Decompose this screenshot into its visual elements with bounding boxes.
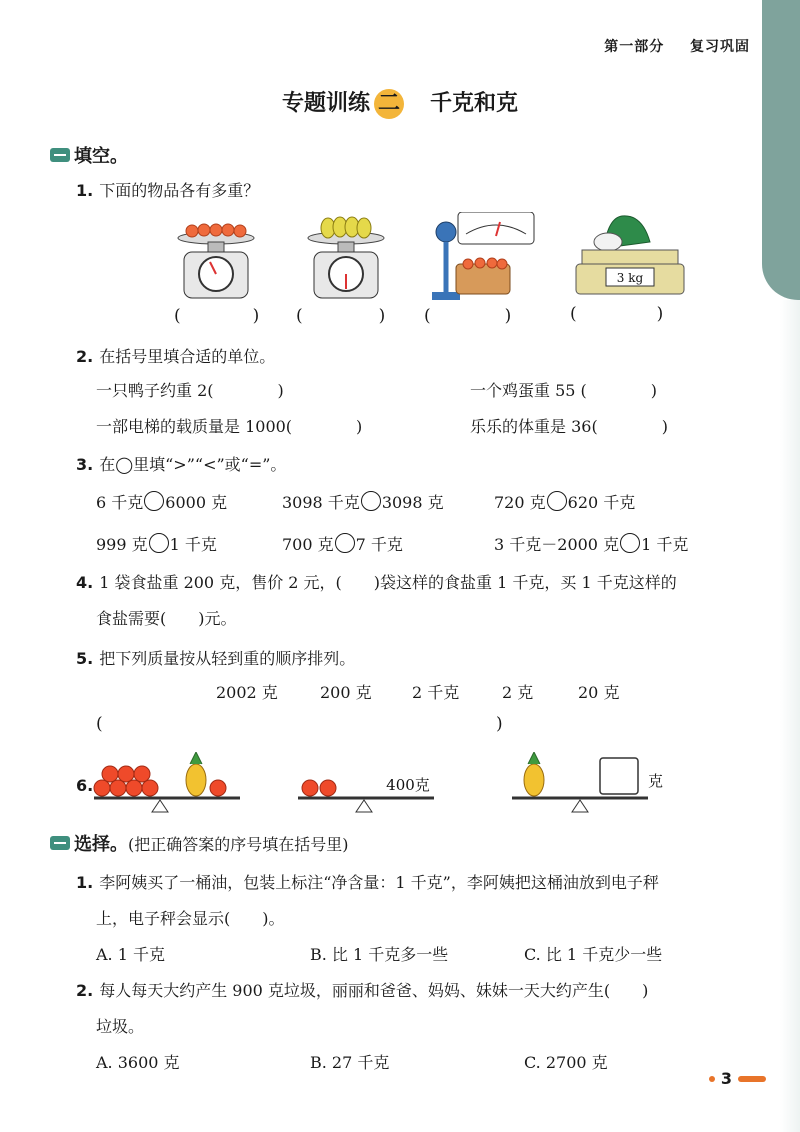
q5-answer-close[interactable]: ) (496, 714, 503, 734)
s2-q2-line-2: 垃圾。 (96, 1017, 145, 1036)
q3-item-1: 6 千克 6000 克 (96, 493, 228, 512)
q3-item-4: 999 克 1 千克 (96, 535, 217, 554)
s2-q2-option-b[interactable]: B. 27 千克 (310, 1053, 390, 1072)
q1-scales-figure (170, 212, 690, 308)
header-part: 第一部分 (604, 39, 665, 55)
scale-1-icon (178, 224, 254, 298)
s2-q1-option-b[interactable]: B. 比 1 千克多一些 (310, 945, 449, 964)
section2-note: (把正确答案的序号填在括号里) (128, 834, 349, 854)
section2-heading-text: 选择。 (74, 834, 128, 855)
q5-answer-open[interactable]: ( (96, 714, 103, 734)
balance-2-icon (298, 776, 434, 812)
balance-3-icon (512, 752, 663, 812)
balance-1-icon (94, 752, 240, 812)
page-dot-icon (709, 1076, 715, 1082)
title-number-badge: 二 (374, 89, 404, 119)
q1-answer-blank-3[interactable]: ( ) (424, 306, 512, 326)
q2-item-4: 乐乐的体重是 36( ) (470, 417, 668, 436)
q4-line-2: 食盐需要( )元。 (96, 609, 237, 628)
q1-answer-blank-1[interactable]: ( ) (174, 306, 260, 326)
q6-balance-figure (90, 752, 690, 818)
section2-heading (50, 830, 349, 856)
page-header (604, 36, 750, 56)
q2-item-3: 一部电梯的载质量是 1000( ) (96, 417, 363, 436)
page-number-text: 3 (720, 1069, 732, 1088)
page-number (709, 1069, 766, 1088)
q3-line: 3. 在◯里填“>”“<”或“=”。 (76, 455, 287, 474)
q2-line: 2. 在括号里填合适的单位。 (76, 347, 276, 366)
q6-number: 6. (76, 776, 94, 795)
title-prefix: 专题训练 (281, 91, 370, 116)
q5-mass-4: 2 克 (502, 683, 534, 702)
q1-text: 下面的物品各有多重？ (99, 181, 260, 200)
compare-circle[interactable] (620, 533, 640, 553)
q5-mass-5: 20 克 (578, 683, 620, 702)
q1-answer-blank-2[interactable]: ( ) (296, 306, 386, 326)
q3-text: 在◯里填“>”“<”或“=”。 (99, 455, 287, 474)
compare-circle[interactable] (149, 533, 169, 553)
q4-line-1: 4. 1 袋食盐重 200 克，售价 2 元，( )袋这样的食盐重 1 千克，买 1 千克这样的 (76, 573, 677, 592)
q5-mass-1: 2002 克 (216, 683, 278, 702)
scale-2-icon (308, 217, 384, 298)
s2-q2-option-c[interactable]: C. 2700 克 (524, 1053, 608, 1072)
s2-q1-option-a[interactable]: A. 1 千克 (96, 945, 165, 964)
q3-item-6: 3 千克－2000 克 1 千克 (494, 535, 689, 554)
side-tab (762, 0, 800, 300)
section-marker-icon (50, 148, 70, 162)
header-section: 复习巩固 (690, 39, 750, 55)
q1-line (76, 178, 259, 201)
s2-q1-option-c[interactable]: C. 比 1 千克少一些 (524, 945, 663, 964)
q3-item-5: 700 克 7 千克 (282, 535, 403, 554)
q2-item-1: 一只鸭子约重 2( ) (96, 381, 284, 400)
compare-circle[interactable] (144, 491, 164, 511)
q6-unit-label: 克 (648, 772, 664, 790)
section-marker-icon (50, 836, 70, 850)
page-title (0, 86, 800, 119)
title-topic: 千克和克 (430, 91, 519, 116)
q5-mass-2: 200 克 (320, 683, 372, 702)
q1-answer-blank-4[interactable]: ( ) (570, 304, 664, 324)
compare-circle[interactable] (335, 533, 355, 553)
s2-q1-line-2: 上，电子秤会显示( )。 (96, 909, 285, 928)
s2-q2-line-1: 2. 每人每天大约产生 900 克垃圾，丽丽和爸爸、妈妈、妹妹一天大约产生( ) (76, 981, 649, 1000)
q1-number: 1. (76, 181, 94, 200)
q5-line: 5. 把下列质量按从轻到重的顺序排列。 (76, 649, 356, 668)
section1-heading-text: 填空。 (74, 146, 128, 167)
compare-circle[interactable] (547, 491, 567, 511)
s2-q2-option-a[interactable]: A. 3600 克 (96, 1053, 180, 1072)
q3-item-2: 3098 千克 3098 克 (282, 493, 444, 512)
q2-item-2: 一个鸡蛋重 55 ( ) (470, 381, 658, 400)
q5-mass-3: 2 千克 (412, 683, 460, 702)
scale-3-icon (432, 212, 534, 300)
unknown-weight-box (600, 758, 638, 794)
scale-4-icon (576, 216, 684, 294)
q6-weight-label: 400克 (386, 776, 430, 794)
q2-text: 在括号里填合适的单位。 (99, 347, 276, 366)
section1-heading (50, 142, 128, 168)
scale4-display-label: 3 kg (616, 271, 644, 285)
q5-text: 把下列质量按从轻到重的顺序排列。 (99, 649, 356, 668)
compare-circle[interactable] (361, 491, 381, 511)
s2-q1-line-1: 1. 李阿姨买了一桶油，包装上标注“净含量：1 千克”，李阿姨把这桶油放到电子秤 (76, 873, 659, 892)
q3-item-3: 720 克 620 千克 (494, 493, 636, 512)
page-bar-icon (738, 1076, 766, 1082)
